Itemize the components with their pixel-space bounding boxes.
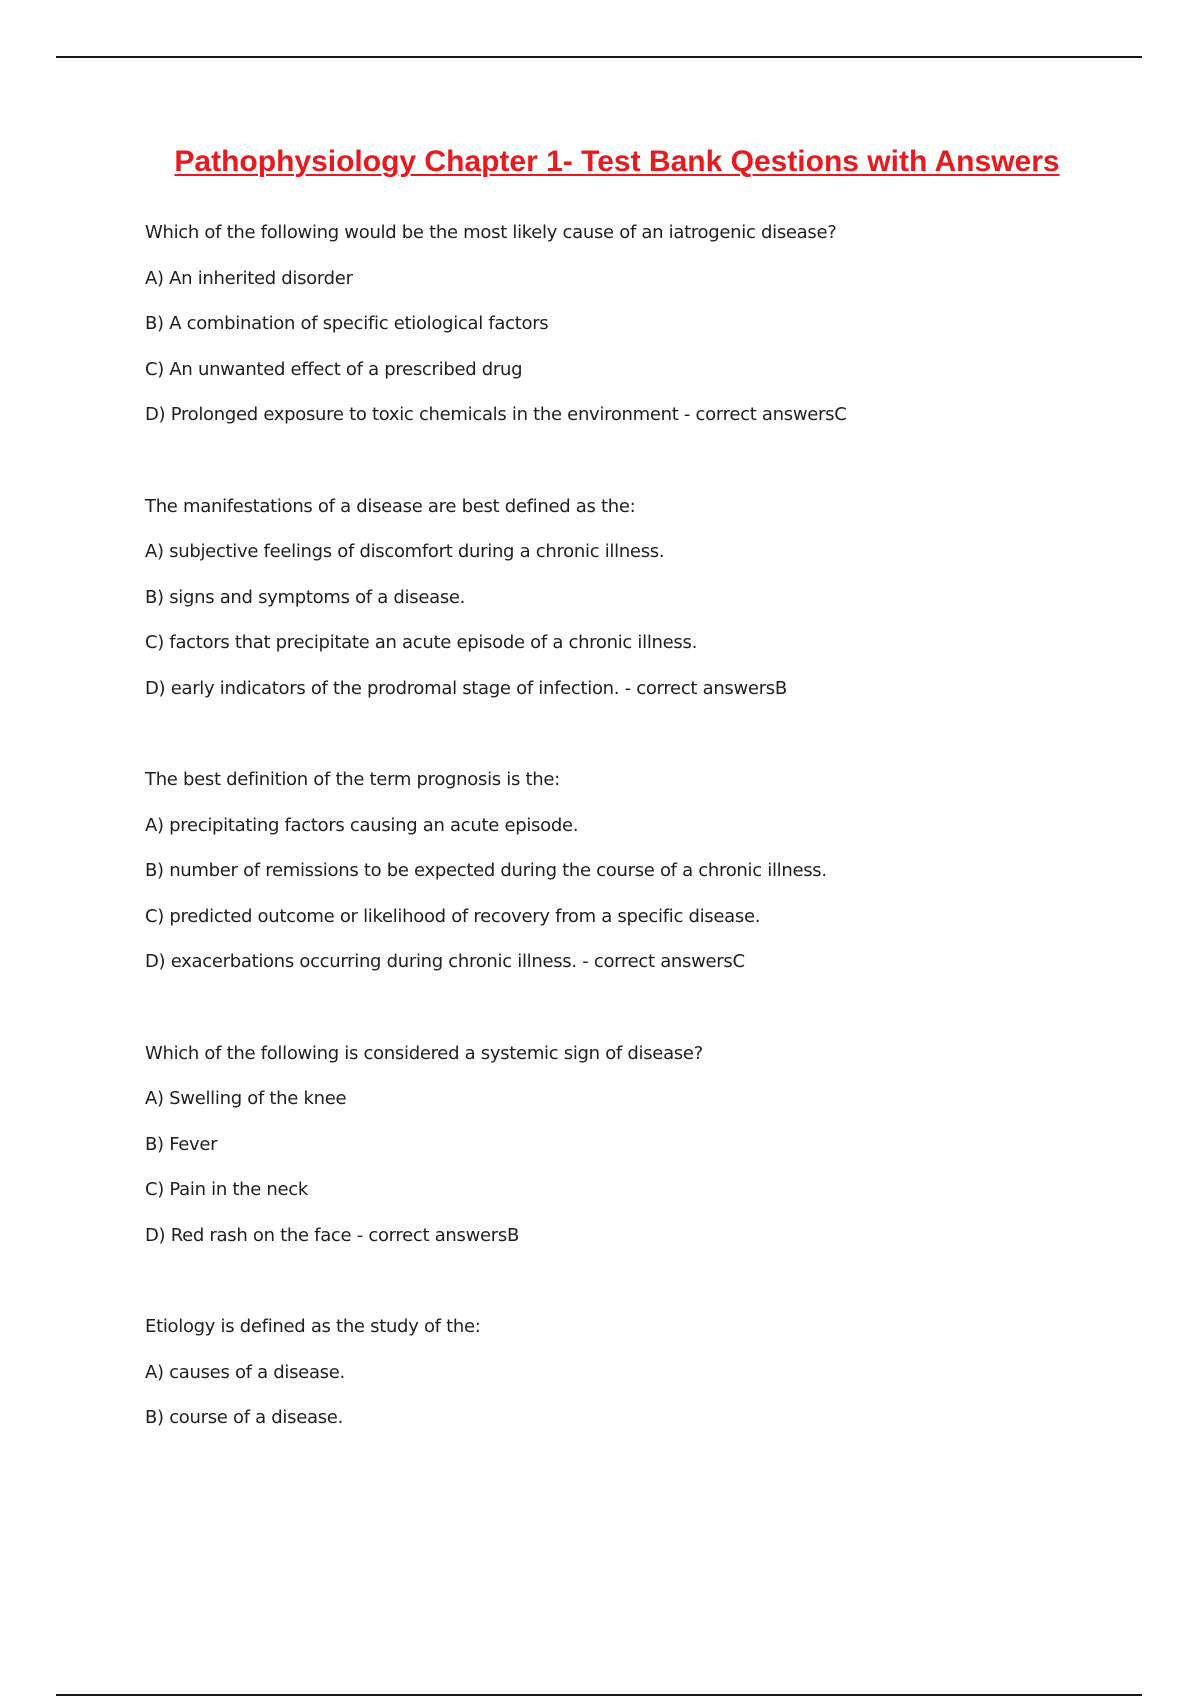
question-block	[145, 1314, 1125, 1451]
answer-option: D) early indicators of the prodromal stage of infection. - correct answersB	[145, 677, 787, 699]
question-stem: Which of the following would be the most likely cause of an iatrogenic disease?	[145, 222, 837, 243]
question-stem: The manifestations of a disease are best defined as the:	[145, 495, 636, 517]
answer-option: A) Swelling of the knee	[145, 1088, 347, 1109]
answer-option: B) signs and symptoms of a disease.	[145, 586, 466, 608]
answer-option: A) causes of a disease.	[145, 1361, 345, 1383]
answer-option: A) subjective feelings of discomfort during a chronic illness.	[145, 541, 665, 562]
answer-option: B) A combination of specific etiological factors	[145, 313, 549, 334]
question-stem: Etiology is defined as the study of the:	[145, 1316, 481, 1337]
question-block	[145, 1041, 1125, 1269]
question-block	[145, 767, 1125, 995]
answer-option: C) predicted outcome or likelihood of recovery from a specific disease.	[145, 905, 761, 927]
header-rule	[56, 56, 1142, 58]
footer-rule	[56, 1694, 1142, 1696]
answer-option: A) An inherited disorder	[145, 267, 353, 289]
answer-option: D) Red rash on the face - correct answersB	[145, 1224, 520, 1246]
answer-option: A) precipitating factors causing an acute episode.	[145, 814, 579, 836]
answer-option: D) Prolonged exposure to toxic chemicals in the environment - correct answersC	[145, 404, 847, 425]
page-title: Pathophysiology Chapter 1- Test Bank Qestions with Answers	[174, 145, 1060, 178]
question-block	[145, 494, 1125, 722]
answer-option: C) factors that precipitate an acute episode of a chronic illness.	[145, 632, 697, 653]
answer-option: C) An unwanted effect of a prescribed drug	[145, 358, 523, 380]
answer-option: B) Fever	[145, 1133, 218, 1155]
question-stem: Which of the following is considered a systemic sign of disease?	[145, 1042, 703, 1064]
answer-option: B) number of remissions to be expected during the course of a chronic illness.	[145, 860, 827, 881]
answer-option: B) course of a disease.	[145, 1407, 343, 1428]
question-block	[145, 220, 1125, 448]
question-stem: The best definition of the term prognosis is the:	[145, 769, 560, 790]
answer-option: D) exacerbations occurring during chronic illness. - correct answersC	[145, 951, 745, 972]
answer-option: C) Pain in the neck	[145, 1179, 309, 1200]
question-list	[145, 220, 1125, 1497]
